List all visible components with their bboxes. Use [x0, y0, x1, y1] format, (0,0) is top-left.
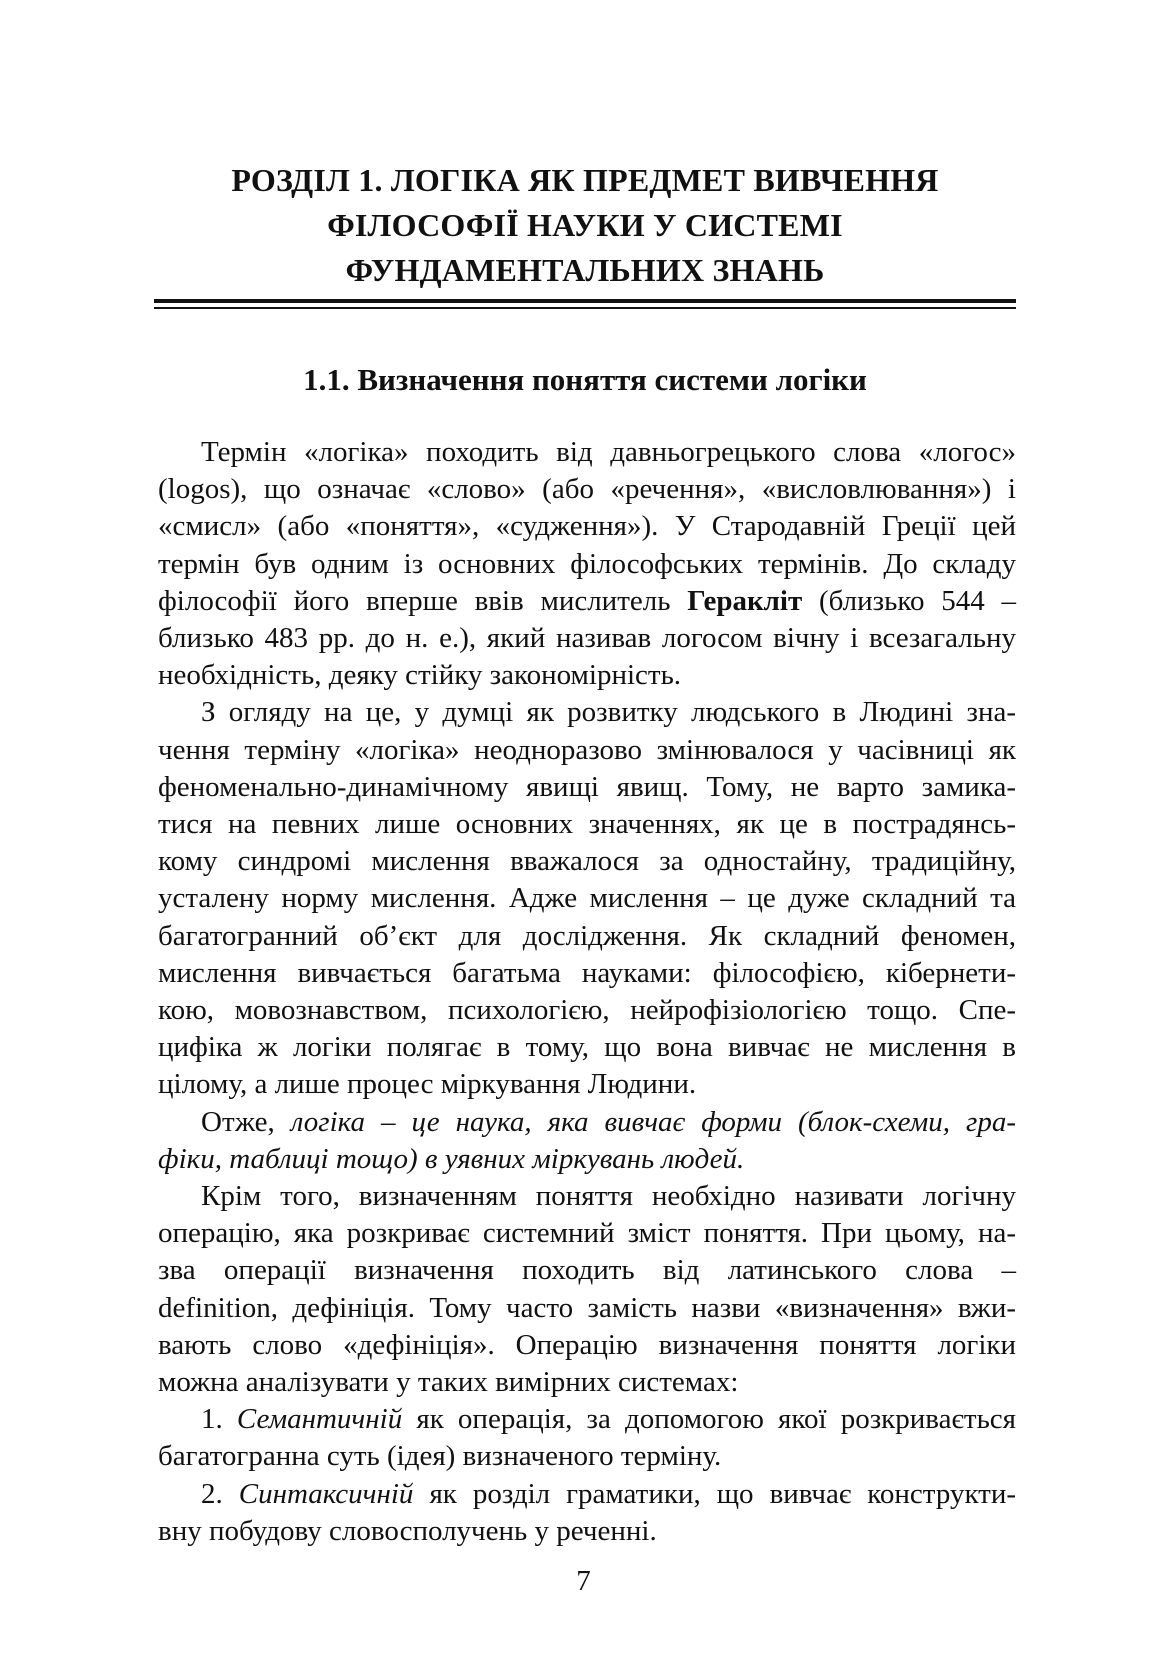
list-item-2 — [158, 1476, 1016, 1550]
text-line: близько 483 рр. до н. е.), який називав логосом вічну і всезагальну — [158, 622, 1016, 655]
text-line: вають слово «дефініція». Операцію визначення поняття логіки — [158, 1328, 1016, 1361]
text-run: філософії його вперше ввів мислитель — [158, 584, 688, 617]
chapter-title-line: ФУНДАМЕНТАЛЬНИХ ЗНАНЬ — [345, 252, 825, 288]
text-line — [158, 1141, 1016, 1178]
text-line: феноменально-динамічному явищі явищ. Тому, не варто замика- — [158, 770, 1016, 803]
text-line — [158, 1401, 1016, 1438]
text-line: необхідність, деяку стійку закономірність. — [158, 659, 682, 692]
text-line: definition, дефініція. Тому часто замість назви «визначення» вжи- — [158, 1291, 1016, 1324]
definition-italic: фіки, таблиці тощо) в уявних міркувань людей. — [158, 1142, 745, 1175]
chapter-title-line: РОЗДІЛ 1. ЛОГІКА ЯК ПРЕДМЕТ ВИВЧЕННЯ — [231, 162, 939, 198]
chapter-title-line: ФІЛОСОФІЇ НАУКИ У СИСТЕМІ — [327, 207, 843, 243]
text-run: як операція, за допомогою якої розкривається — [402, 1403, 1016, 1436]
text-line: усталену норму мислення. Адже мислення – це дуже складний та — [158, 882, 1016, 915]
text-line: вну побудову словосполучень у реченні. — [158, 1514, 657, 1547]
text-line: З огляду на це, у думці як розвитку людського в Людині зна- — [201, 696, 1016, 729]
text-line: термін був одним із основних філософських термінів. До складу — [158, 547, 1016, 580]
text-line: мислення вивчається багатьма науками: філософією, кібернети- — [158, 956, 1016, 989]
text-line: Крім того, визначенням поняття необхідно називати логічну — [201, 1180, 1016, 1213]
text-run: Отже, — [201, 1105, 291, 1138]
paragraph-1 — [158, 434, 1016, 694]
text-line: цілому, а лише процес міркування Людини. — [158, 1068, 697, 1101]
term-italic: Семантичній — [236, 1403, 403, 1436]
text-line: кою, мовознавством, психологією, нейрофізіологією тощо. Спе- — [158, 994, 1016, 1027]
term-italic: Синтаксичній — [238, 1477, 414, 1510]
list-number: 2. — [201, 1477, 239, 1510]
text-line: (logos), що означає «слово» (або «речення», «висловлювання») і — [158, 473, 1016, 506]
list-item-1 — [158, 1401, 1016, 1475]
name-heraclitus: Геракліт — [687, 584, 803, 617]
paragraph-2 — [158, 694, 1016, 1103]
list-number: 1. — [201, 1403, 237, 1436]
text-line — [158, 1104, 1016, 1141]
text-line: чення терміну «логіка» неодноразово змінювалося у часівниці як — [158, 733, 1016, 766]
text-line — [158, 583, 1016, 620]
paragraph-3 — [158, 1104, 1016, 1178]
text-line: «смисл» (або «поняття», «судження»). У Стародавній Греції цей — [158, 510, 1016, 543]
text-line: Термін «логіка» походить від давньогрецького слова «логос» — [201, 436, 1016, 468]
text-run: як розділ граматики, що вивчає конструкти- — [413, 1477, 1017, 1510]
text-run: (близько 544 – — [802, 584, 1016, 617]
body-text — [158, 434, 1016, 1550]
text-line: тися на певних лише основних значеннях, як це в пострадянсь- — [158, 808, 1016, 841]
text-line — [158, 1476, 1016, 1513]
title-divider-thin — [154, 307, 1016, 309]
paragraph-4 — [158, 1178, 1016, 1401]
chapter-title — [150, 158, 1020, 293]
title-divider-thick — [154, 299, 1016, 303]
text-line: операцію, яка розкриває системний зміст поняття. При цьому, на- — [158, 1217, 1016, 1250]
text-line: кому синдромі мислення вважалося за одностайну, традиційну, — [158, 845, 1016, 878]
definition-italic: логіка – це наука, яка вивчає форми (блок-схеми, гра- — [290, 1105, 1016, 1138]
text-line: цифіка ж логіки полягає в тому, що вона вивчає не мислення в — [158, 1031, 1016, 1064]
text-line: багатогранний об’єкт для дослідження. Як складний феномен, — [158, 919, 1016, 952]
text-line: зва операції визначення походить від латинського слова – — [158, 1254, 1016, 1287]
section-title: 1.1. Визначення поняття системи логіки — [303, 362, 867, 397]
text-line: можна аналізувати у таких вимірних системах: — [158, 1366, 739, 1399]
page-number: 7 — [576, 1565, 591, 1597]
text-line: багатогранна суть (ідея) визначеного терміну. — [158, 1440, 722, 1473]
